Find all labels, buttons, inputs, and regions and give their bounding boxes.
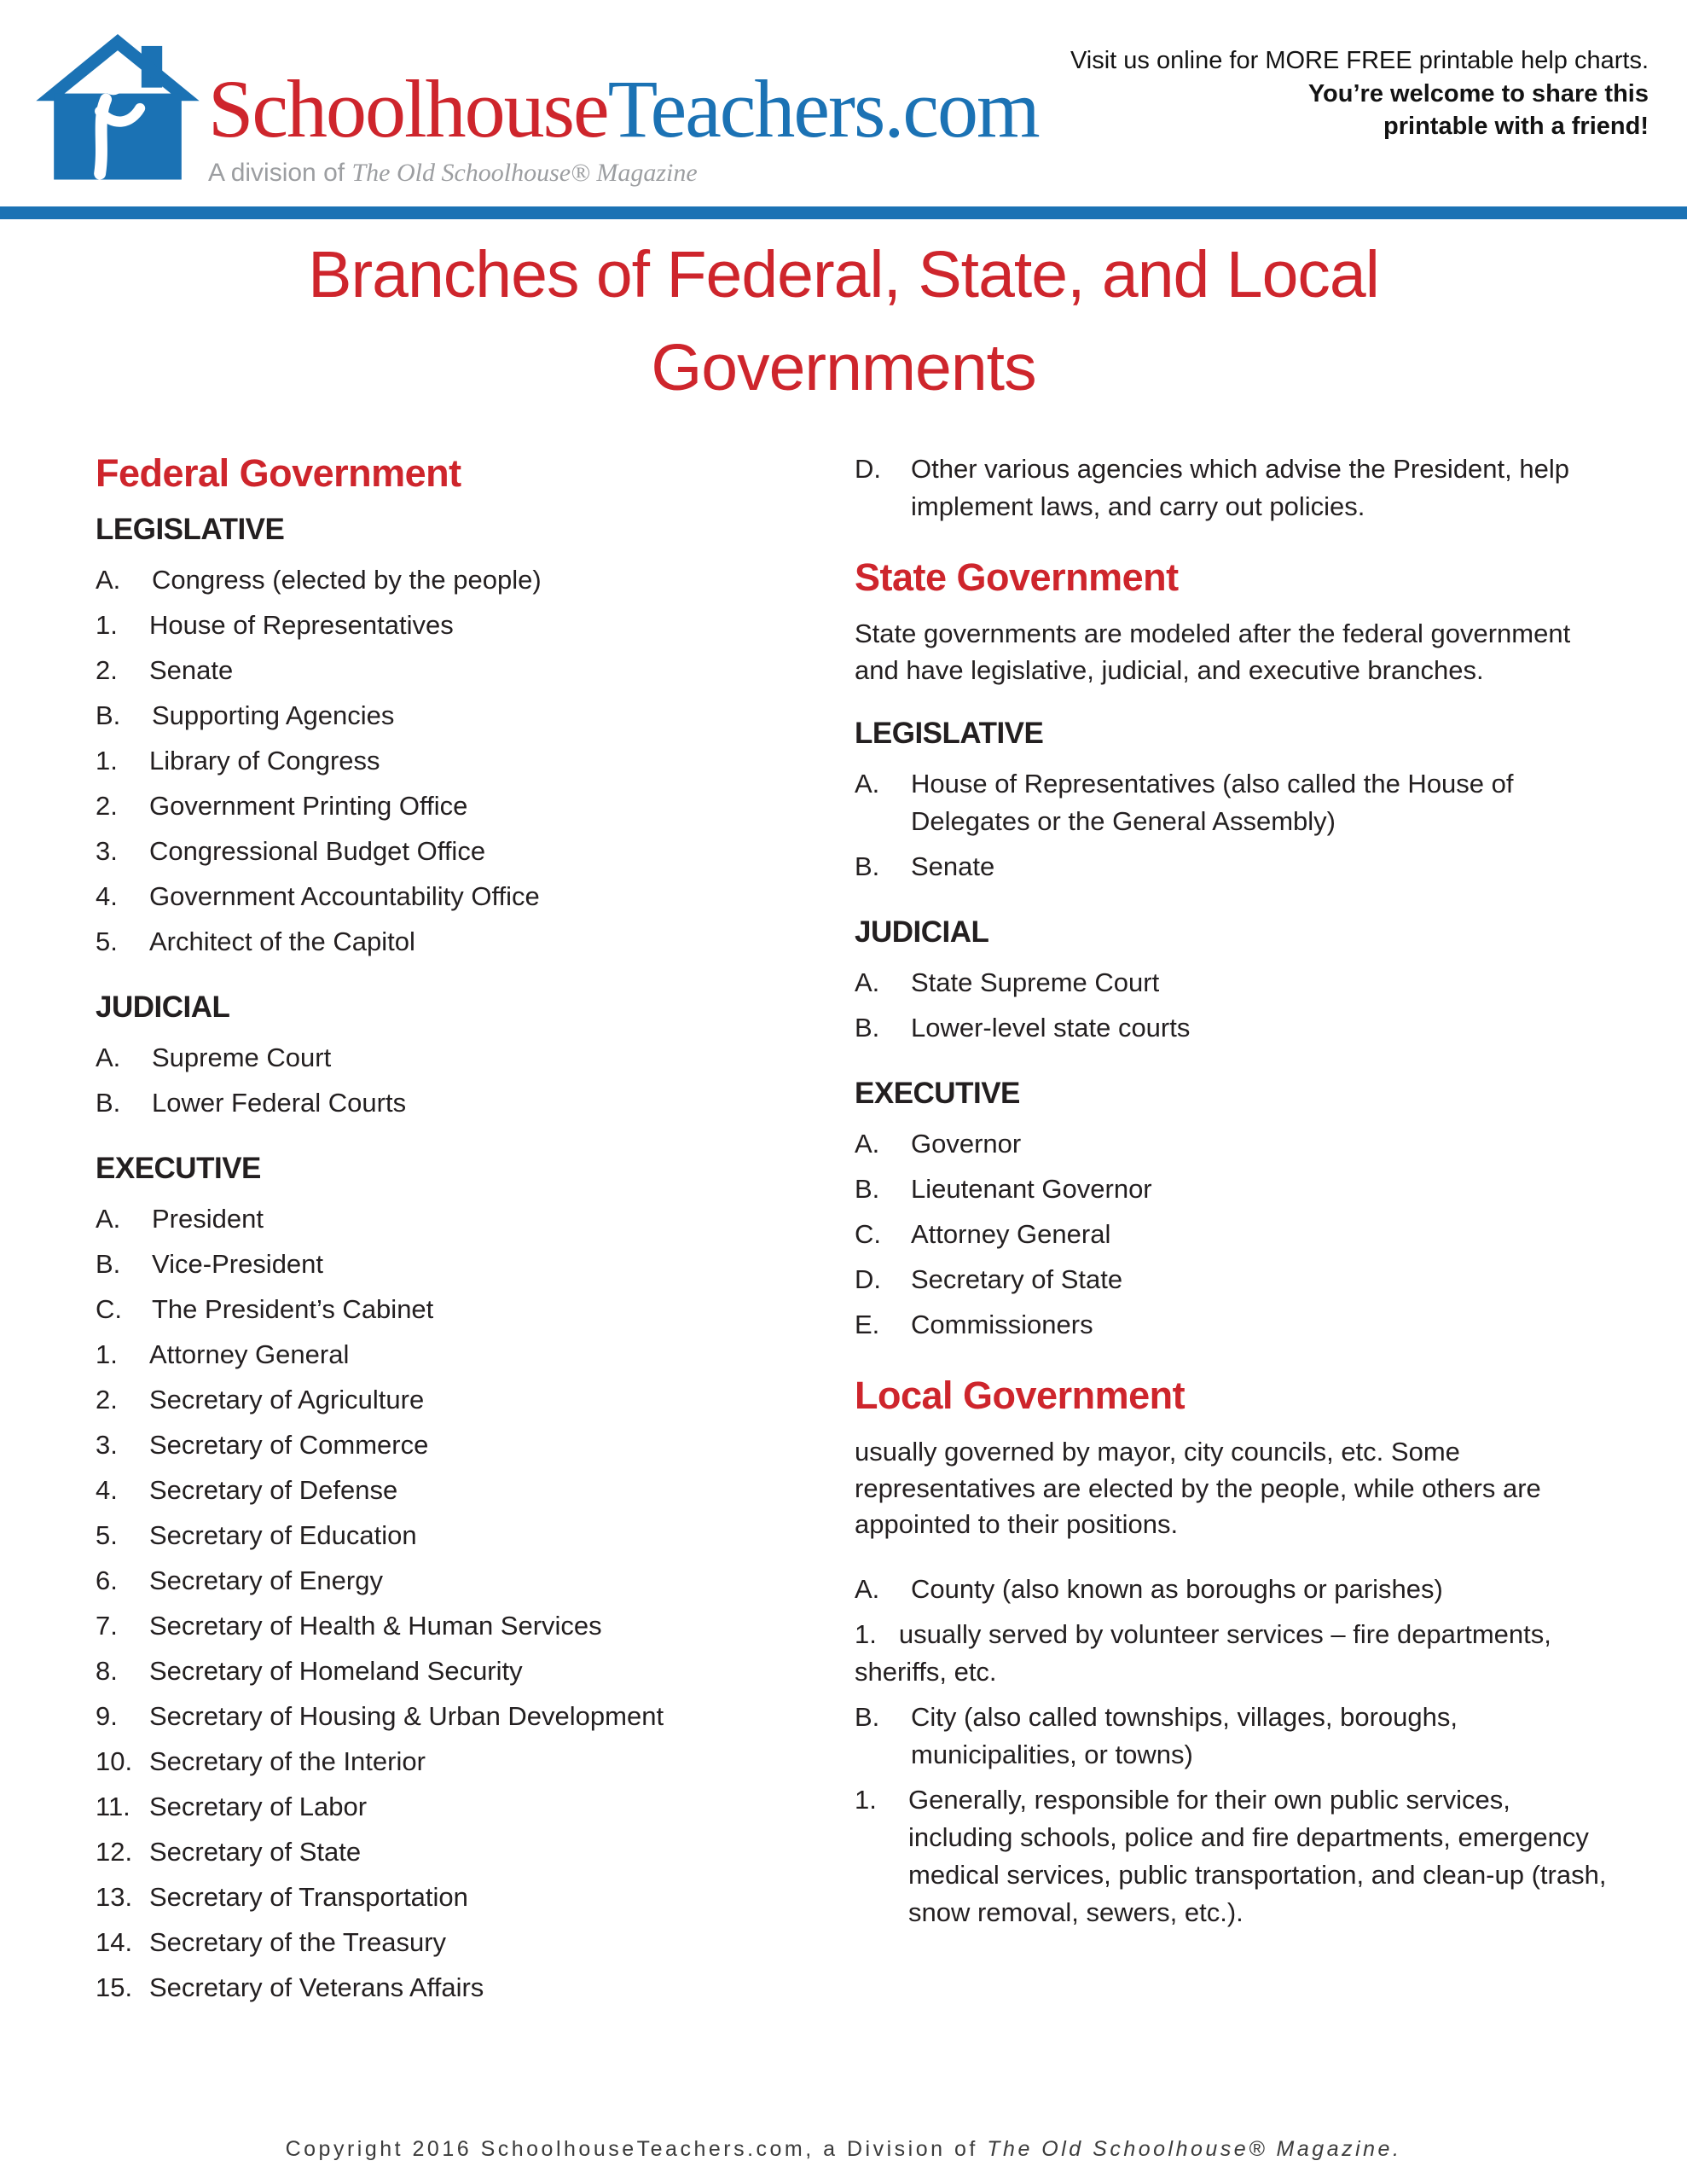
- item-label: B.: [855, 851, 880, 881]
- local-government-list: [855, 1571, 1612, 1931]
- list-item: [96, 607, 846, 644]
- item-text: President: [152, 1204, 264, 1234]
- item-text: Government Printing Office: [149, 791, 468, 822]
- list-item: [855, 1125, 1612, 1163]
- logo-tagline: [208, 159, 1039, 188]
- list-item: [96, 1788, 846, 1826]
- item-label: 9.: [96, 1701, 118, 1732]
- list-item: [96, 1517, 846, 1554]
- item-label: 1.: [96, 1339, 118, 1370]
- list-item: [96, 1426, 846, 1464]
- list-item: [96, 1084, 846, 1122]
- item-label: 10.: [96, 1746, 133, 1777]
- item-label: B.: [855, 1013, 880, 1043]
- list-item: [855, 1306, 1612, 1344]
- state-executive-list: [855, 1125, 1612, 1344]
- item-label: B.: [96, 1088, 121, 1118]
- item-label: A.: [855, 967, 880, 998]
- list-item: [96, 923, 846, 961]
- state-judicial-heading: JUDICIAL: [855, 915, 989, 950]
- item-text: Government Accountability Office: [149, 881, 540, 912]
- item-text: Supreme Court: [152, 1043, 332, 1073]
- left-column: [96, 450, 846, 2036]
- share-note-line3: printable with a friend!: [1383, 113, 1649, 141]
- item-text: Secretary of Commerce: [149, 1430, 429, 1461]
- item-label: A.: [855, 1129, 880, 1159]
- list-item: [96, 1879, 846, 1916]
- item-text: Architect of the Capitol: [149, 926, 415, 957]
- tagline-magazine-name: The Old Schoolhouse® Magazine: [351, 159, 698, 187]
- item-text: Governor: [911, 1129, 1022, 1159]
- list-item: [96, 1381, 846, 1419]
- federal-executive-heading: EXECUTIVE: [96, 1152, 261, 1186]
- federal-legislative-list: [96, 561, 846, 961]
- list-item: [96, 1833, 846, 1871]
- item-text: Secretary of Veterans Affairs: [149, 1972, 484, 2003]
- item-text: County (also known as boroughs or parishes): [911, 1573, 1443, 1604]
- item-text: Secretary of Education: [149, 1520, 417, 1551]
- logo-word-schoolhouse: Schoolhouse: [208, 63, 608, 154]
- item-text: Congressional Budget Office: [149, 836, 486, 867]
- list-item: [855, 1616, 1612, 1691]
- item-text: Secretary of State: [149, 1837, 362, 1867]
- item-label: 4.: [96, 1475, 118, 1506]
- list-item: [96, 1607, 846, 1645]
- copyright-magazine-name: The Old Schoolhouse® Magazine.: [987, 2137, 1402, 2161]
- item-label: 2.: [96, 1385, 118, 1415]
- item-label: B.: [855, 1701, 880, 1732]
- item-text: Secretary of Defense: [149, 1475, 398, 1506]
- list-item: [96, 1698, 846, 1735]
- item-text: City (also called townships, villages, boroughs, municipalities, or towns): [911, 1701, 1458, 1769]
- schoolhouse-house-icon: [36, 34, 200, 183]
- item-text: Secretary of the Interior: [149, 1746, 426, 1777]
- item-text: Secretary of Agriculture: [149, 1385, 425, 1415]
- item-label: B.: [855, 1174, 880, 1205]
- list-item: [855, 964, 1612, 1002]
- list-item: [855, 765, 1612, 840]
- item-text: Secretary of Health & Human Services: [149, 1611, 602, 1641]
- item-text: Secretary of Housing & Urban Development: [149, 1701, 664, 1732]
- item-text: Secretary of Energy: [149, 1565, 383, 1596]
- list-item: [855, 1261, 1612, 1298]
- list-item: [96, 787, 846, 825]
- item-text: Secretary of Labor: [149, 1792, 368, 1822]
- item-label: A.: [855, 768, 880, 799]
- state-government-heading: State Government: [855, 555, 1179, 600]
- item-text: Supporting Agencies: [152, 700, 395, 731]
- item-text: Secretary of Homeland Security: [149, 1656, 523, 1687]
- federal-government-heading: Federal Government: [96, 451, 461, 495]
- item-label: A.: [96, 565, 121, 595]
- item-text: Congress (elected by the people): [152, 565, 542, 595]
- divider-bar: [0, 206, 1687, 219]
- copyright-line: [0, 2137, 1687, 2162]
- item-text: Senate: [911, 851, 995, 881]
- item-label: C.: [855, 1219, 881, 1250]
- item-label: 11.: [96, 1792, 130, 1822]
- state-legislative-heading: LEGISLATIVE: [855, 716, 1044, 750]
- list-item: [96, 652, 846, 689]
- federal-legislative-heading: LEGISLATIVE: [96, 513, 285, 546]
- list-item: [855, 1699, 1612, 1774]
- share-note-line1: Visit us online for MORE FREE printable help charts.: [1070, 47, 1649, 74]
- list-item: [96, 1743, 846, 1780]
- item-label: 1.: [96, 610, 118, 641]
- item-text: Generally, responsible for their own public services, including schools, police and fire departments, emergency medical services, public transportation, and clean-up (trash, snow removal, sewers, etc.).: [908, 1784, 1607, 1927]
- item-text: Other various agencies which advise the President, help implement laws, and carry out policies.: [911, 454, 1569, 522]
- item-label: 6.: [96, 1565, 118, 1596]
- item-label: A.: [96, 1204, 121, 1234]
- list-item: [855, 1781, 1612, 1931]
- list-item: [855, 848, 1612, 886]
- item-label: 15.: [96, 1972, 133, 2003]
- list-item: [96, 878, 846, 915]
- item-text: Commissioners: [911, 1310, 1093, 1340]
- item-label: 7.: [96, 1611, 118, 1641]
- list-item: [855, 1170, 1612, 1208]
- right-column: [855, 450, 1612, 1960]
- list-item: [96, 742, 846, 780]
- list-item: [96, 561, 846, 599]
- item-label: D.: [855, 454, 881, 484]
- item-text: Secretary of State: [911, 1264, 1123, 1295]
- page-title-line2: Governments: [651, 331, 1036, 405]
- federal-executive-continued-list: [855, 450, 1612, 526]
- federal-cabinet-list: [96, 1336, 846, 2007]
- item-text: Library of Congress: [149, 746, 380, 776]
- state-judicial-list: [855, 964, 1612, 1047]
- federal-executive-list: [96, 1200, 846, 1328]
- tagline-prefix: A division of: [208, 159, 352, 187]
- item-label: 3.: [96, 836, 118, 867]
- item-text: Lower Federal Courts: [152, 1088, 407, 1118]
- item-label: 5.: [96, 926, 118, 957]
- list-item: [855, 1216, 1612, 1253]
- item-text: Lower-level state courts: [911, 1013, 1191, 1043]
- list-item: [855, 1571, 1612, 1608]
- local-intro: usually governed by mayor, city councils, etc. Some representatives are elected by the people, while others are appointed to their positions.: [855, 1437, 1541, 1540]
- item-text: Vice-President: [152, 1249, 324, 1280]
- item-label: A.: [855, 1573, 880, 1604]
- logo-wordmark: [208, 63, 1039, 154]
- list-item: [96, 833, 846, 870]
- list-item: [96, 1562, 846, 1600]
- list-item: [96, 1246, 846, 1283]
- item-text: Lieutenant Governor: [911, 1174, 1152, 1205]
- item-label: 1.: [96, 746, 118, 776]
- item-text: Senate: [149, 655, 234, 686]
- item-label: B.: [96, 1249, 121, 1280]
- item-label: C.: [96, 1294, 122, 1325]
- list-item: [855, 450, 1612, 526]
- page-title: [0, 229, 1687, 415]
- logo-text: [208, 34, 1039, 188]
- page-title-line1: Branches of Federal, State, and Local: [308, 238, 1379, 311]
- item-label: 2.: [96, 655, 118, 686]
- share-note-line2: You’re welcome to share this: [1307, 79, 1649, 107]
- state-executive-heading: EXECUTIVE: [855, 1077, 1020, 1111]
- logo-word-teachers: Teachers.com: [607, 63, 1039, 154]
- item-label: B.: [96, 700, 121, 731]
- list-item: [96, 1039, 846, 1077]
- item-label: E.: [855, 1310, 880, 1340]
- copyright-prefix: Copyright 2016 SchoolhouseTeachers.com, a Division of: [285, 2137, 988, 2161]
- list-item: [96, 1653, 846, 1690]
- federal-judicial-heading: JUDICIAL: [96, 990, 230, 1025]
- list-item: [855, 1009, 1612, 1047]
- item-text: usually served by volunteer services – fire departments, sheriffs, etc.: [855, 1618, 1551, 1687]
- item-text: State Supreme Court: [911, 967, 1160, 998]
- item-label: 2.: [96, 791, 118, 822]
- item-label: 1.: [855, 1618, 877, 1649]
- item-text: House of Representatives (also called the House of Delegates or the General Assembly): [911, 768, 1514, 836]
- state-intro: State governments are modeled after the federal government and have legislative, judicial, and executive branches.: [855, 619, 1571, 685]
- item-label: 1.: [855, 1784, 877, 1815]
- list-item: [96, 1472, 846, 1509]
- item-label: 4.: [96, 881, 118, 912]
- state-legislative-list: [855, 765, 1612, 886]
- item-label: 12.: [96, 1837, 133, 1867]
- item-label: 13.: [96, 1882, 133, 1913]
- list-item: [96, 697, 846, 735]
- logo: [36, 34, 1039, 188]
- item-text: Secretary of the Treasury: [149, 1927, 447, 1958]
- item-text: Attorney General: [911, 1219, 1111, 1250]
- item-label: 5.: [96, 1520, 118, 1551]
- item-text: Attorney General: [149, 1339, 350, 1370]
- share-note: [1070, 44, 1649, 143]
- item-label: A.: [96, 1043, 121, 1073]
- list-item: [96, 1969, 846, 2007]
- item-text: Secretary of Transportation: [149, 1882, 468, 1913]
- list-item: [96, 1336, 846, 1374]
- item-text: House of Representatives: [149, 610, 454, 641]
- item-label: 3.: [96, 1430, 118, 1461]
- federal-judicial-list: [96, 1039, 846, 1122]
- list-item: [96, 1924, 846, 1961]
- item-text: The President’s Cabinet: [152, 1294, 434, 1325]
- item-label: 8.: [96, 1656, 118, 1687]
- item-label: D.: [855, 1264, 881, 1295]
- local-government-heading: Local Government: [855, 1374, 1186, 1418]
- list-item: [96, 1200, 846, 1238]
- item-label: 14.: [96, 1927, 133, 1958]
- list-item: [96, 1291, 846, 1328]
